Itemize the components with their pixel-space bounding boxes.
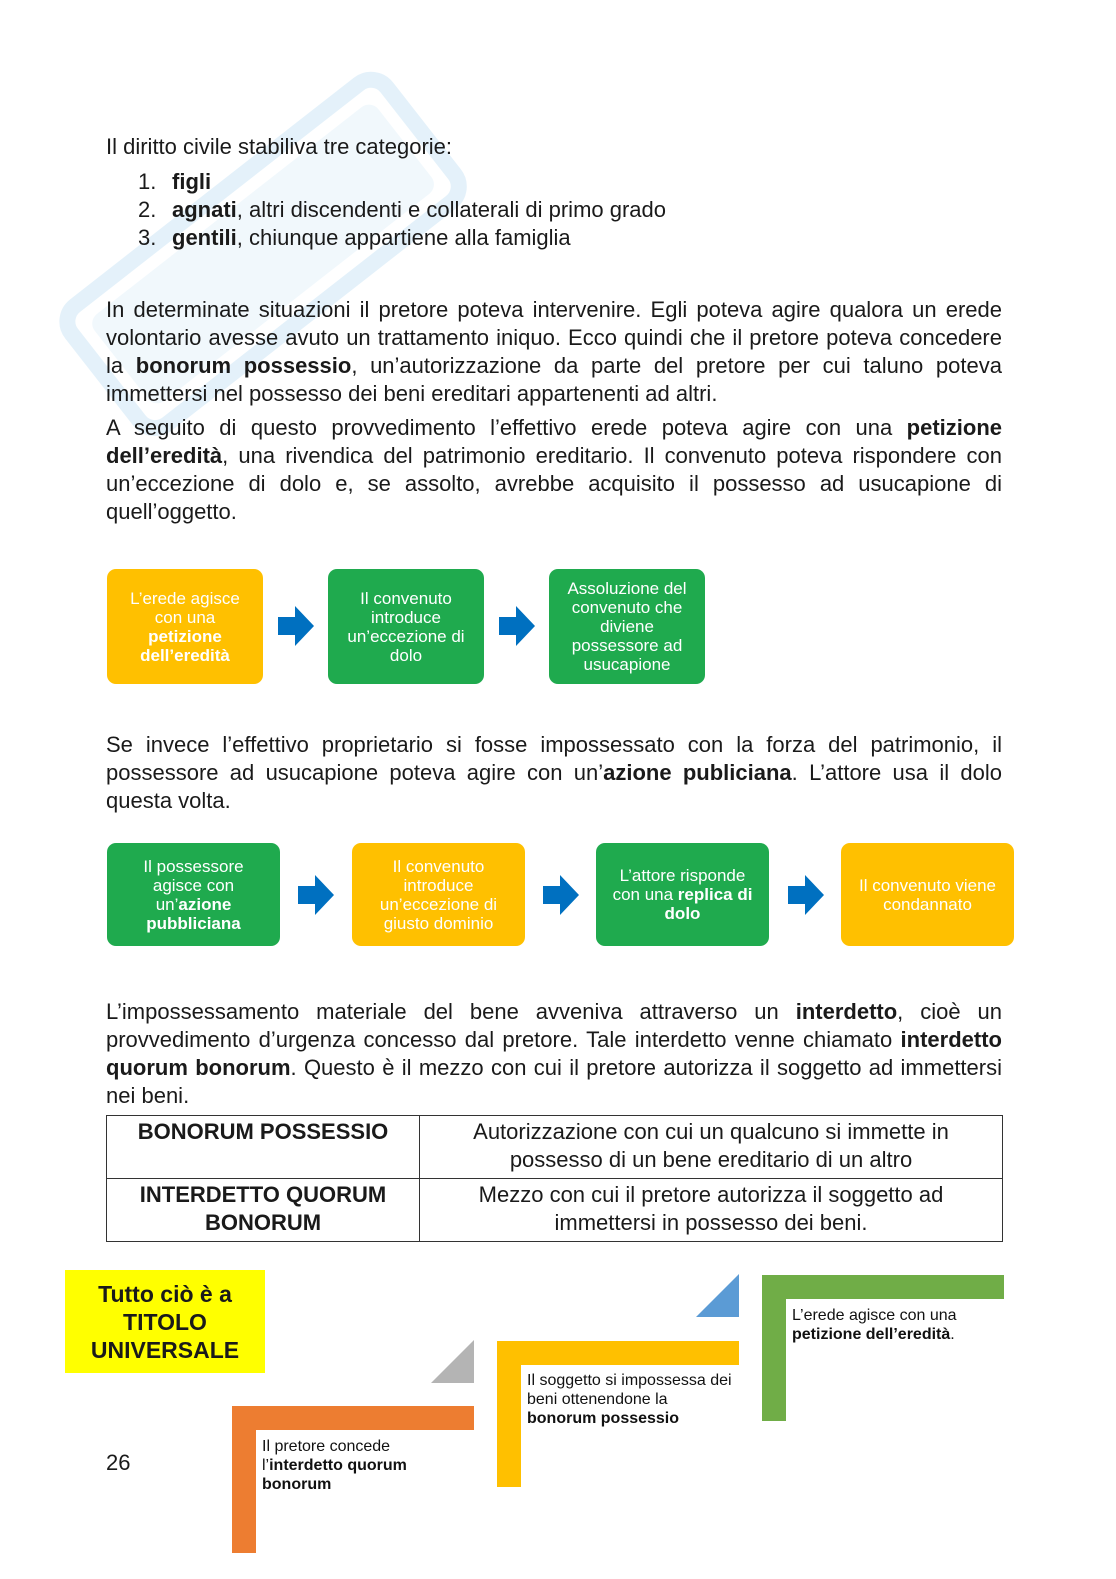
flow2-step2-box: Il convenuto introduce un’eccezione di giusto dominio	[352, 843, 525, 946]
arrow-right-icon	[788, 875, 824, 915]
flow2-step1-box: Il possessore agisce con un’azione pubbliciana	[107, 843, 280, 946]
step2-text: Il soggetto si impossessa dei beni ottenendone la bonorum possessio	[527, 1372, 732, 1427]
arrow-right-icon	[298, 875, 334, 915]
step3-bar	[762, 1275, 1004, 1299]
table-row	[107, 1116, 1003, 1179]
step2-bar	[497, 1341, 739, 1365]
list-item: 1. figli	[138, 169, 212, 194]
flow1-step1-box: L’erede agisce con una petizione dell’eredità	[107, 569, 263, 684]
paragraph-interdetto: L’impossessamento materiale del bene avveniva attraverso un interdetto, cioè un provvedimento d’urgenza concesso dal pretore. Tale interdetto venne chiamato interdetto quorum bonorum. Questo è il mezzo con cui il pretore autorizza il soggetto ad immettersi nei beni.	[106, 999, 1002, 1108]
step2-post	[497, 1341, 521, 1487]
definitions-table	[106, 1115, 1003, 1242]
categories-list	[138, 168, 666, 252]
flow2-step3-box: L’attore risponde con una replica di dolo	[596, 843, 769, 946]
step1-post	[232, 1406, 256, 1553]
table-row	[107, 1179, 1003, 1242]
list-item: 3. gentili, chiunque appartiene alla famiglia	[138, 225, 571, 250]
step1-bar	[232, 1406, 474, 1430]
list-item: 2. agnati, altri discendenti e collaterali di primo grado	[138, 197, 667, 222]
paragraph-bonorum-possessio: In determinate situazioni il pretore poteva intervenire. Egli poteva agire qualora un erede volontario avesse avuto un trattamento iniquo. Ecco quindi che il pretore poteva concedere la bonorum possessio, un’autorizzazione da parte del pretore per cui taluno poteva immettersi nel possesso dei beni ereditari appartenenti ad altri.	[106, 297, 1002, 406]
flow1-step3-box: Assoluzione del convenuto che diviene possessore ad usucapione	[549, 569, 705, 684]
step3-post	[762, 1275, 786, 1421]
step1-text: Il pretore concede l’interdetto quorum bonorum	[262, 1438, 407, 1493]
arrow-right-icon	[499, 606, 535, 646]
paragraph-azione-publiciana: Se invece l’effettivo proprietario si fosse impossessato con la forza del patrimonio, il possessore ad usucapione poteva agire con un’azione publiciana. L’attore usa il dolo questa volta.	[106, 732, 1002, 813]
intro-text: Il diritto civile stabiliva tre categorie:	[106, 134, 453, 159]
flow1-step2-box: Il convenuto introduce un’eccezione di dolo	[328, 569, 484, 684]
step3-text: L’erede agisce con una petizione dell’eredità.	[792, 1307, 957, 1343]
arrow-right-icon	[278, 606, 314, 646]
flow2-step4-box: Il convenuto viene condannato	[841, 843, 1014, 946]
definition-term: INTERDETTO QUORUM BONORUM	[107, 1179, 420, 1242]
titolo-universale-callout: Tutto ciò è a TITOLO UNIVERSALE	[65, 1270, 265, 1373]
arrow-right-icon	[543, 875, 579, 915]
paragraph-petizione: A seguito di questo provvedimento l’effettivo erede poteva agire con una petizione dell’eredità, una rivendica del patrimonio ereditario. Il convenuto poteva rispondere con un’eccezione di dolo e, se assolto, avrebbe acquisito il possesso ad usucapione di quell’oggetto.	[106, 415, 1002, 524]
step1-triangle	[431, 1340, 474, 1383]
definition-term: BONORUM POSSESSIO	[107, 1116, 420, 1179]
page-number: 26	[106, 1450, 131, 1475]
definition-text: Autorizzazione con cui un qualcuno si immette in possesso di un bene ereditario di un altro	[420, 1116, 1003, 1179]
definition-text: Mezzo con cui il pretore autorizza il soggetto ad immettersi in possesso dei beni.	[420, 1179, 1003, 1242]
step2-triangle	[696, 1274, 739, 1317]
